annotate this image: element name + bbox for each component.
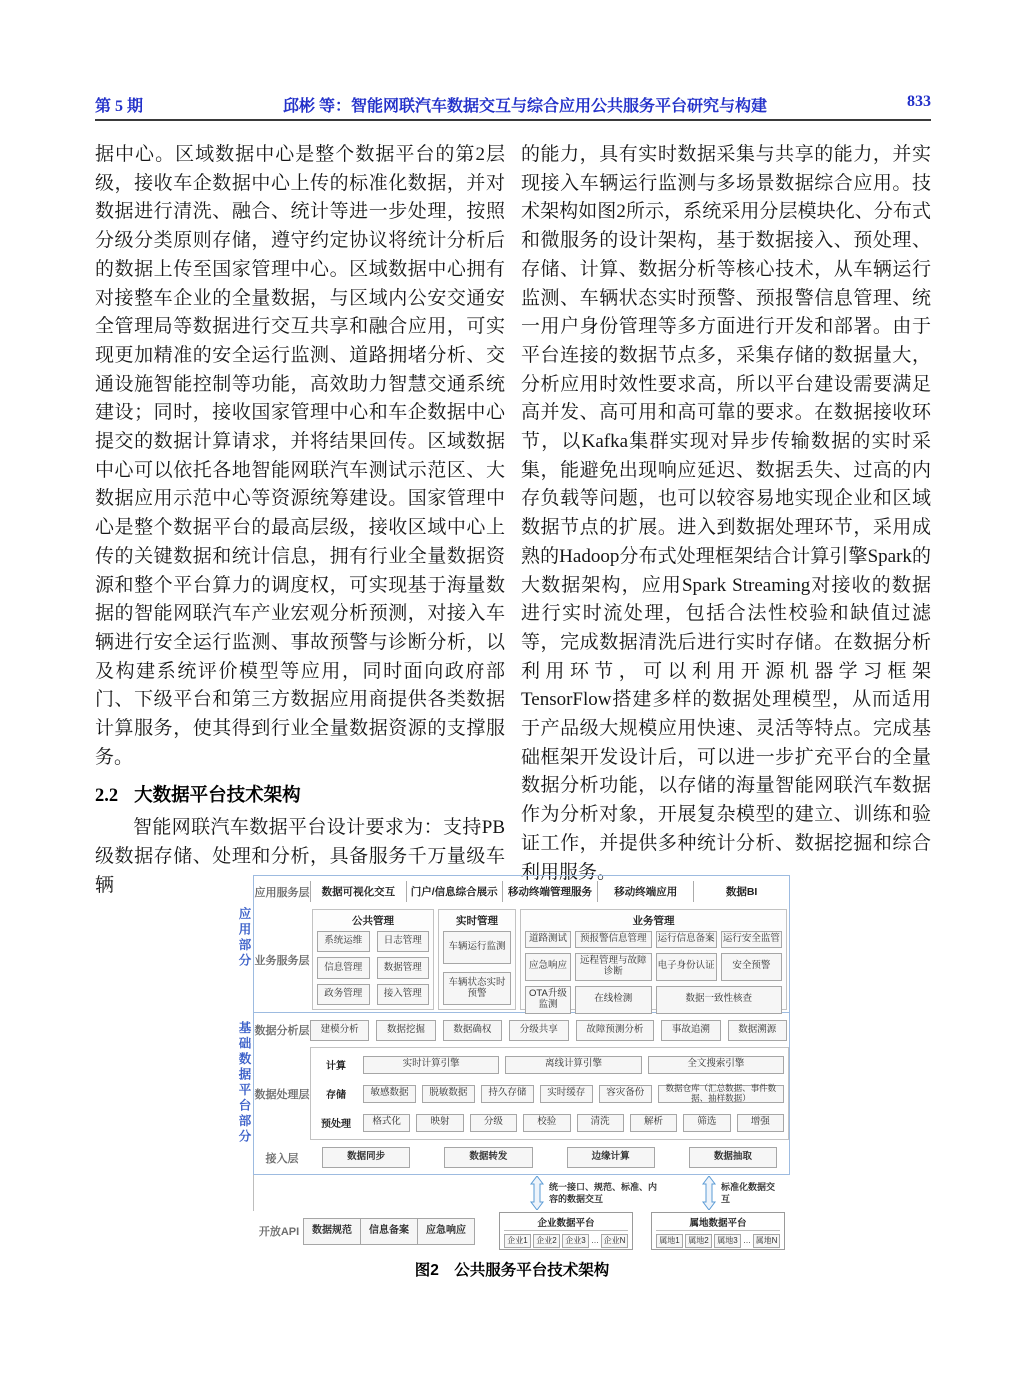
analysis-box: 故障预测分析 [576,1020,655,1041]
enterprise-box: 企业2 [533,1234,560,1248]
processing-box: 离线计算引擎 [505,1056,641,1074]
enterprise-box: 企业1 [504,1234,531,1248]
section-title: 大数据平台技术架构 [134,784,301,806]
body-columns [95,141,932,900]
service-box: 应急响应 [525,953,571,981]
data-exchange-arrows [254,1176,789,1210]
service-box: 车辆状态实时预警 [443,972,511,1005]
processing-box: 敏感数据 [363,1085,416,1103]
app-service-box: 门户/信息综合展示 [406,881,502,902]
layer-label: 应用服务层 [254,886,310,899]
analysis-items [310,1020,789,1041]
layer-label: 开放API [258,1226,300,1238]
layer-data-analysis [254,1014,789,1046]
service-box: 政务管理 [317,984,370,1005]
processing-box: 分级 [470,1114,517,1132]
processing-box: 脱敏数据 [422,1085,475,1103]
processing-box: 校验 [523,1114,570,1132]
arrow-enterprise-exchange [530,1176,661,1210]
app-service-box: 数据BI [693,881,789,902]
layer-business-service [254,909,789,1010]
service-box: 系统运维 [317,931,370,952]
service-box: 道路测试 [525,931,571,948]
regional-box: 属地1 [656,1234,683,1248]
part-label-application: 应用部分 [237,907,251,969]
service-box: 远程管理与故障诊断 [575,953,652,981]
layer-app-service [254,876,789,907]
service-box: 日志管理 [377,931,430,952]
layer-label: 业务服务层 [254,954,310,967]
regional-box: 属地3 [714,1234,741,1248]
processing-box: 格式化 [363,1114,410,1132]
architecture-diagram [232,875,792,1253]
group-title: 业务管理 [632,915,675,927]
paragraph: 智能网联汽车数据平台设计要求为：支持PB级数据存储、处理和分析，具备服务千万量级车辆 [95,817,505,896]
layer-label: 接入层 [265,1152,299,1165]
double-arrow-icon [530,1176,544,1210]
service-box: 运行安全监管 [721,931,782,948]
enterprise-data-platform [499,1212,633,1250]
figure-caption: 图2 公共服务平台技术架构 [414,1262,610,1279]
access-box: 数据同步 [322,1147,410,1168]
analysis-box: 事故追溯 [661,1020,720,1041]
group-public-management [312,909,434,1010]
section-number: 2.2 [95,786,119,807]
public-management-items [317,931,429,1005]
double-arrow-icon [702,1176,716,1210]
service-box: 电子身份认证 [656,953,717,981]
journal-issue: 第 5 期 [95,98,144,115]
access-items [310,1147,789,1168]
group-title: 实时管理 [456,915,498,927]
analysis-box: 数据挖掘 [376,1020,435,1041]
service-box: 信息管理 [317,957,370,978]
access-box: 边缘计算 [567,1147,655,1168]
section-heading [95,781,505,811]
platform-title: 属地数据平台 [656,1215,780,1231]
part-label-base-platform: 基础数据平台部分 [237,1021,251,1145]
service-box: 接入管理 [377,984,430,1005]
group-realtime-management [438,909,516,1010]
regional-items [656,1231,780,1248]
page-number: 833 [907,93,931,110]
running-header [95,93,931,121]
api-box: 信息备案 [360,1218,418,1245]
analysis-box: 分级共享 [509,1020,568,1041]
platform-title: 企业数据平台 [504,1215,628,1231]
enterprise-items [504,1231,628,1248]
access-box: 数据抽取 [689,1147,777,1168]
open-api-items [304,1212,475,1250]
regional-box: 属地2 [685,1234,712,1248]
row-title: 计算 [326,1061,346,1072]
service-box: 预报警信息管理 [575,931,652,948]
service-box: 安全预警 [721,953,782,981]
enterprise-box: 企业N [601,1234,628,1248]
row-title: 存储 [326,1090,346,1101]
processing-box: 容灾备份 [599,1085,652,1103]
processing-box: 实时计算引擎 [363,1056,499,1074]
preprocess-items [363,1114,784,1132]
access-box: 数据转发 [444,1147,532,1168]
left-column [95,141,505,900]
processing-box: 持久存储 [481,1085,534,1103]
service-box: OTA升级监测 [525,986,571,1014]
processing-block [310,1047,789,1140]
compute-items [363,1056,784,1074]
layer-data-processing [254,1047,789,1140]
app-service-box: 数据可视化交互 [310,881,406,902]
arrow-label: 统一接口、规范、标准、内容的数据交互 [549,1181,658,1204]
service-box: 在线检测 [575,986,652,1014]
processing-row-storage [315,1081,784,1106]
layer-open-api [254,1212,789,1250]
ellipsis-text: … [591,1236,599,1246]
analysis-box: 数据确权 [443,1020,502,1041]
paragraph: 的能力，具有实时数据采集与共享的能力，并实现接入车辆运行监测与多场景数据综合应用。技术架构如图2所示，系统采用分层模块化、分布式和微服务的设计架构，基于数据接入、预处理、存储、计算、数据分析等核心技术，从车辆运行监测、车辆状态实时预警、预报警信息管理、统一用户身份管理等多方面进行开发和部署。由于平台连接的数据节点多，采集存储的数据量大，分析应用时效性要求高，所以平台建设需要满足高并发、高可用和高可靠的要求。在数据接收环节，以Kafka集群实现对异步传输数据的实时采集，能避免出现响应延迟、数据丢失、过高的内存负载等问题，也可以较容易地实现企业和区域数据节点的扩展。进入到数据处理环节，采用成熟的Hadoop分布式处理框架结合计算引擎Spark的大数据架构，应用Spark Streaming对接收的数据进行实时流处理，包括合法性校验和缺值过滤等，完成数据清洗后进行实时存储。在数据分析利用环节，可以利用开源机器学习框架TensorFlow搭建多样的数据处理模型，从而适用于产品级大规模应用快速、灵活等特点。完成基础框架开发设计后，可以进一步扩充平台的全量数据分析功能，以存储的海量智能网联汽车数据作为分析对象，开展复杂模型的建立、训练和验证工作，并提供多种统计分析、数据挖掘和综合利用服务。 [521,144,931,883]
right-column [521,141,931,900]
business-management-items [525,931,782,1014]
processing-box: 实时缓存 [540,1085,593,1103]
app-service-box: 移动终端应用 [597,881,693,902]
realtime-management-items [443,931,511,1005]
regional-data-platform [651,1212,785,1250]
processing-box: 数据仓库（汇总数据、事件数据、抽样数据） [658,1085,784,1103]
analysis-box: 建模分析 [310,1020,369,1041]
layer-access [254,1142,789,1173]
storage-items [363,1082,784,1103]
service-box: 数据管理 [377,957,430,978]
arrow-label: 标准化数据交互 [721,1181,776,1204]
processing-box: 增强 [737,1114,784,1132]
app-service-items [310,876,789,907]
processing-box: 清洗 [577,1114,624,1132]
arrow-regional-exchange [702,1176,779,1210]
group-title: 公共管理 [352,915,394,927]
processing-box: 全文搜索引擎 [648,1056,784,1074]
analysis-box: 数据溯源 [728,1020,787,1041]
service-box: 运行信息备案 [656,931,717,948]
ellipsis-text: … [743,1236,751,1246]
processing-row-compute [315,1052,784,1077]
processing-box: 映射 [416,1114,463,1132]
app-service-box: 移动终端管理服务 [502,881,598,902]
running-title: 邱彬 等：智能网联汽车数据交互与综合应用公共服务平台研究与构建 [283,98,768,115]
service-box: 车辆运行监测 [443,931,511,964]
group-business-management [520,909,787,1010]
processing-box: 筛选 [683,1114,730,1132]
processing-row-preprocess [315,1110,784,1135]
paragraph: 据中心。区域数据中心是整个数据平台的第2层级，接收车企数据中心上传的标准化数据，并对数据进行清洗、融合、统计等进一步处理，按照分级分类原则存储，遵守约定协议将统计分析后的数据上传至国家管理中心。区域数据中心拥有对接整车企业的全量数据，与区域内公安交通安全管理局等数据进行交互共享和融合应用，可实现更加精准的安全运行监测、道路拥堵分析、交通设施智能控制等功能，高效助力智慧交通系统建设；同时，接收国家管理中心和车企数据中心提交的数据计算请求，并将结果回传。区域数据中心可以依托各地智能网联汽车测试示范区、大数据应用示范中心等资源统筹建设。国家管理中心是整个数据平台的最高层级，接收区域中心上传的关键数据和统计信息，拥有行业全量数据资源和整个平台算力的调度权，可实现基于海量数据的智能网联汽车产业宏观分析预测，对接入车辆进行安全运行监测、事故预警与诊断分析，以及构建系统评价模型等应用，同时面向政府部门、下级平台和第三方数据应用商提供各类数据计算服务，使其得到行业全量数据资源的支撑服务。 [95,144,505,768]
layer-label: 数据处理层 [254,1088,310,1101]
regional-box: 属地N [753,1234,780,1248]
service-box: 数据一致性核查 [656,986,783,1014]
layer-label: 数据分析层 [254,1025,310,1037]
enterprise-box: 企业3 [562,1234,589,1248]
row-title: 预处理 [321,1119,351,1130]
api-box: 应急响应 [417,1218,475,1245]
processing-box: 解析 [630,1114,677,1132]
api-box: 数据规范 [303,1218,361,1245]
